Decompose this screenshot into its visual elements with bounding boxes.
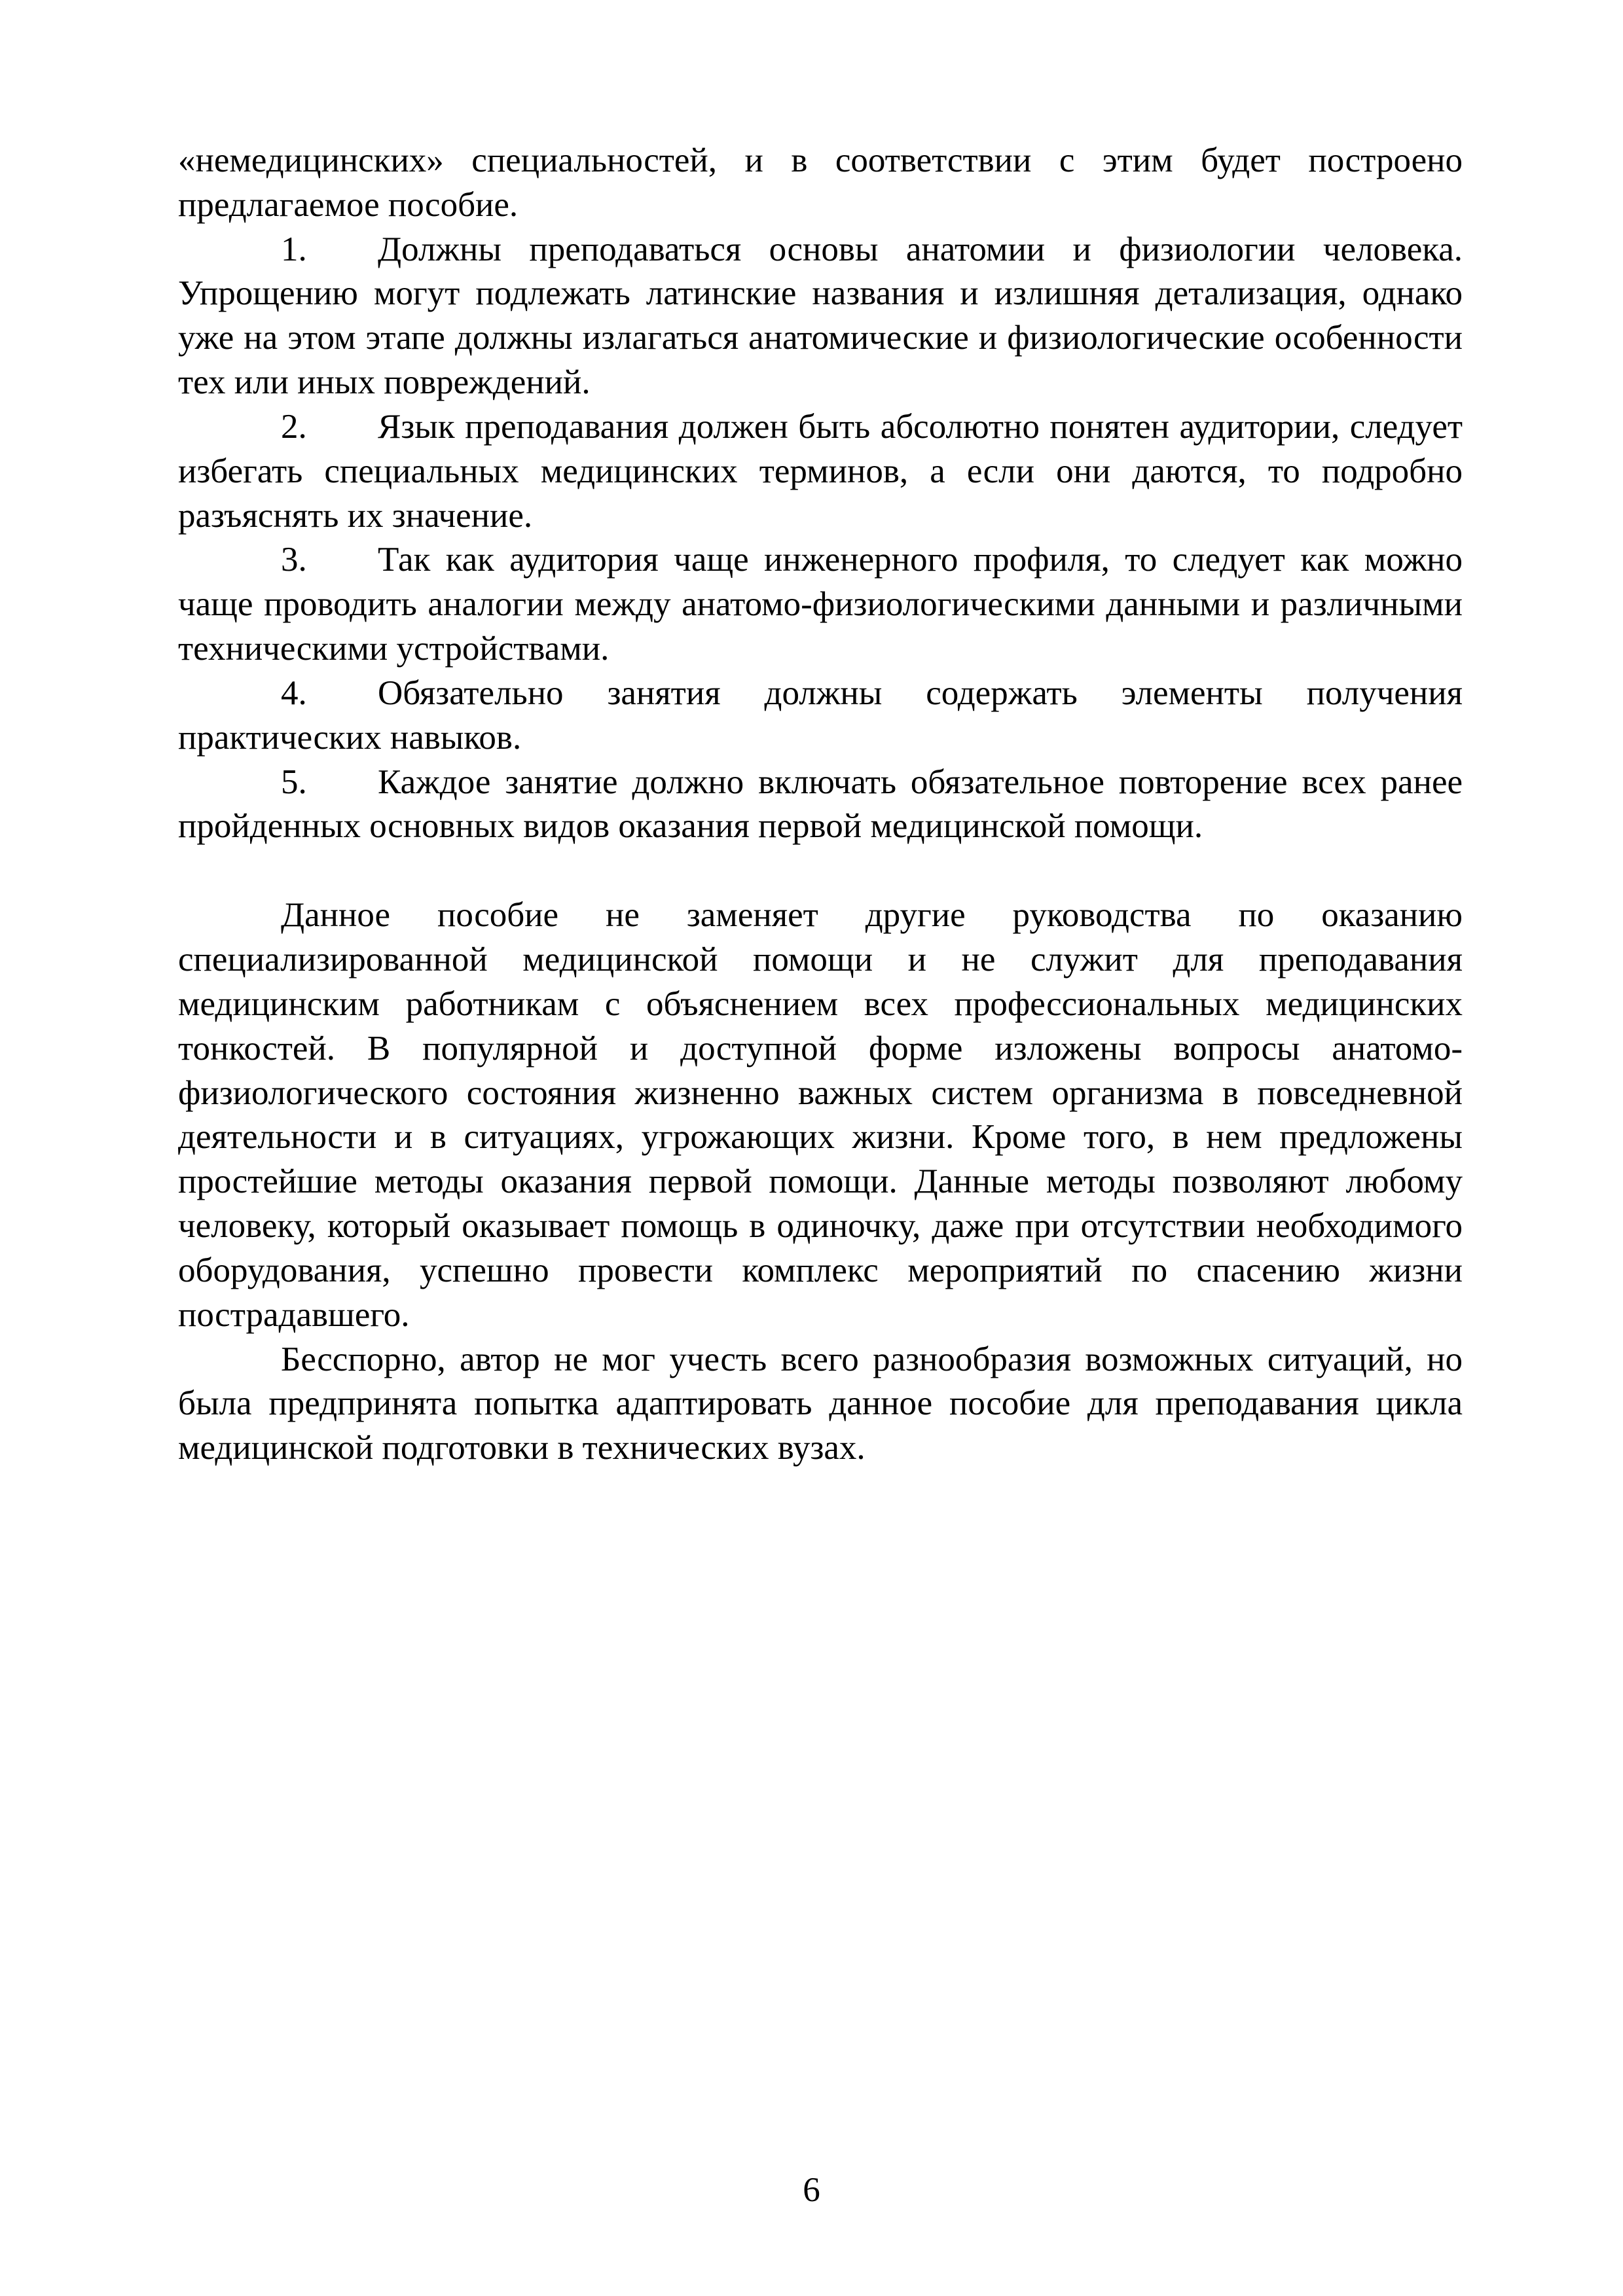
item-number: 1. (281, 230, 307, 268)
item-number: 4. (281, 673, 307, 712)
item-text: Каждое занятие должно включать обязательное повторение всех ранее пройденных основных видов оказания первой медицинской помощи. (178, 762, 1463, 846)
paragraph-text: Данное пособие не заменяет другие руководства по оказанию специализированной медицинской помощи и не служит для преподавания медицинским работникам с объяснением всех профессиональных медицинских тонкостей. В популярной и доступной форме изложены вопросы анатомо-физиологического состояния жизненно важных систем организма в повседневной деятельности и в ситуациях, угрожающих жизни. Кроме того, в нем предложены простейшие методы оказания первой помощи. Данные методы позволяют любому человеку, который оказывает помощь в одиночку, даже при отсутствии необходимого оборудования, успешно провести комплекс мероприятий по спасению жизни пострадавшего. (178, 896, 1463, 1334)
paragraph-body-2 (178, 1338, 1463, 1471)
paragraph-body-1 (178, 893, 1463, 1337)
item-number: 2. (281, 407, 307, 446)
numbered-item-3 (178, 538, 1463, 671)
item-number: 5. (281, 762, 307, 801)
numbered-item-5 (178, 761, 1463, 850)
item-number: 3. (281, 541, 307, 579)
paragraph-text: Бесспорно, автор не мог учесть всего разнообразия возможных ситуаций, но была предпринята попытка адаптировать данное пособие для преподавания цикла медицинской подготовки в технических вузах. (178, 1340, 1463, 1467)
numbered-item-4 (178, 672, 1463, 761)
item-text: Должны преподаваться основы анатомии и физиологии человека. Упрощению могут подлежать латинские названия и излишняя детализация, однако уже на этом этапе должны излагаться анатомические и физиологические особенности тех или иных повреждений. (178, 230, 1463, 402)
item-text: Язык преподавания должен быть абсолютно понятен аудитории, следует избегать специальных медицинских терминов, а если они даются, то подробно разъяснять их значение. (178, 407, 1463, 535)
numbered-item-1 (178, 228, 1463, 405)
text-block (178, 139, 1463, 1471)
page-number: 6 (803, 2171, 820, 2209)
paragraph-text: «немедицинских» специальностей, и в соответствии с этим будет построено предлагаемое пособие. (178, 141, 1463, 224)
paragraph-continuation (178, 139, 1463, 228)
item-text: Обязательно занятия должны содержать элементы получения практических навыков. (178, 673, 1463, 757)
item-text: Так как аудитория чаще инженерного профиля, то следует как можно чаще проводить аналогии между анатомо-физиологическими данными и различными техническими устройствами. (178, 541, 1463, 668)
numbered-item-2 (178, 405, 1463, 538)
